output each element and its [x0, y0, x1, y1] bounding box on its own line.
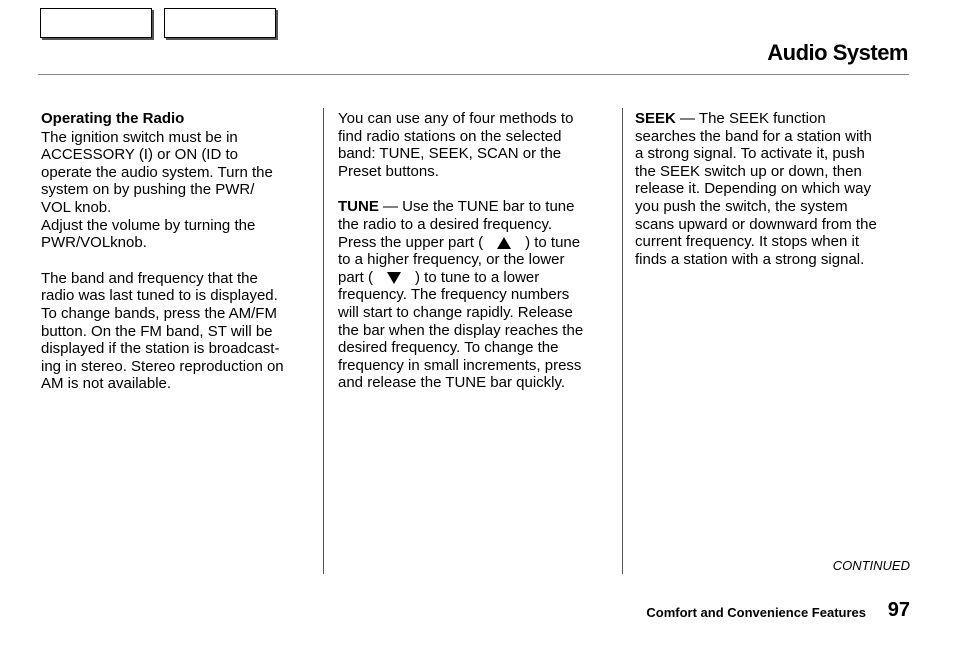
- text-line: The ignition switch must be in: [41, 128, 238, 146]
- text-line: searches the band for a station with: [635, 127, 872, 145]
- tune-line: [338, 269, 610, 287]
- triangle-up-icon: [497, 237, 511, 249]
- column-divider: [323, 108, 324, 574]
- seek-line: [635, 110, 907, 128]
- text-line: PWR/VOLknob.: [41, 234, 147, 252]
- column-operating-radio: [41, 110, 316, 393]
- text-line: operate the audio system. Turn the: [41, 163, 273, 181]
- nav-button-2[interactable]: [164, 8, 276, 38]
- header-rule: [38, 74, 909, 75]
- page-number: 97: [887, 599, 910, 621]
- tune-line: [338, 234, 610, 252]
- text-fragment: Press the upper part (: [338, 233, 484, 251]
- text-line: system on by pushing the PWR/: [41, 181, 255, 199]
- text-line: finds a station with a strong signal.: [635, 250, 865, 268]
- text-line: you push the switch, the system: [635, 197, 848, 215]
- text-line: ACCESSORY (I) or ON (ID to: [41, 146, 238, 164]
- text-line: the radio to a desired frequency.: [338, 215, 553, 233]
- tune-keyword: TUNE: [338, 198, 379, 216]
- text-line: You can use any of four methods to: [338, 110, 574, 127]
- text-line: radio was last tuned to is displayed.: [41, 287, 278, 305]
- seek-keyword: SEEK: [635, 110, 676, 127]
- text-line: desired frequency. To change the: [338, 339, 559, 357]
- text-line: band: TUNE, SEEK, SCAN or the: [338, 145, 562, 163]
- text-line: Preset buttons.: [338, 162, 439, 180]
- column-seek: [635, 110, 907, 268]
- continued-label: CONTINUED: [832, 558, 910, 573]
- text-line: current frequency. It stops when it: [635, 233, 859, 251]
- triangle-down-icon: [387, 272, 401, 284]
- text-line: and release the TUNE bar quickly.: [338, 374, 566, 392]
- section-footer: Comfort and Convenience Features: [646, 605, 866, 620]
- text-fragment: — Use the TUNE bar to tune: [378, 198, 575, 216]
- text-line: a strong signal. To activate it, push: [635, 145, 865, 163]
- text-line: the SEEK switch up or down, then: [635, 162, 862, 180]
- text-fragment: ) to tune to a lower: [415, 268, 540, 286]
- text-line: button. On the FM band, ST will be: [41, 322, 273, 340]
- text-fragment: part (: [338, 268, 374, 286]
- text-line: the bar when the display reaches the: [338, 321, 584, 339]
- column-tune: [338, 110, 610, 392]
- text-fragment: — The SEEK function: [675, 110, 826, 127]
- text-line: find radio stations on the selected: [338, 127, 562, 145]
- column-divider: [622, 108, 623, 574]
- text-line: scans upward or downward from the: [635, 215, 877, 233]
- text-line: will start to change rapidly. Release: [338, 303, 573, 321]
- text-line: ing in stereo. Stereo reproduction on: [41, 357, 284, 375]
- text-line: AM is not available.: [41, 375, 172, 393]
- tune-line: [338, 198, 610, 216]
- text-line: To change bands, press the AM/FM: [41, 304, 277, 322]
- section-heading: Operating the Radio: [41, 110, 185, 127]
- page-title: Audio System: [767, 40, 908, 65]
- text-line: VOL knob.: [41, 198, 112, 216]
- nav-button-1[interactable]: [40, 8, 152, 38]
- text-line: release it. Depending on which way: [635, 180, 871, 198]
- text-line: frequency. The frequency numbers: [338, 286, 570, 304]
- text-line: The band and frequency that the: [41, 269, 258, 287]
- text-fragment: ) to tune: [525, 233, 581, 251]
- text-line: displayed if the station is broadcast-: [41, 340, 280, 358]
- text-line: Adjust the volume by turning the: [41, 216, 256, 234]
- text-line: to a higher frequency, or the lower: [338, 251, 565, 269]
- text-line: frequency in small increments, press: [338, 356, 582, 374]
